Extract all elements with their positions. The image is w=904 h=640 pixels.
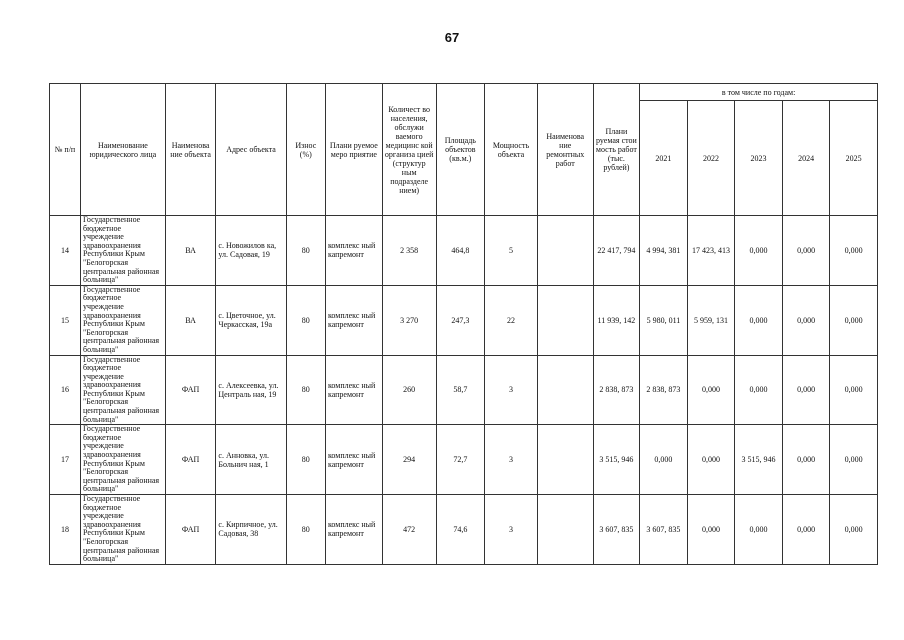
cell-people: 260: [382, 355, 436, 425]
cell-capacity: 5: [485, 216, 538, 286]
cell-cost: 11 939, 142: [593, 285, 640, 355]
cell-address: с. Новожилов ка, ул. Садовая, 19: [216, 216, 286, 286]
cell-year: 0,000: [735, 355, 783, 425]
cell-area: 72,7: [436, 425, 485, 495]
cell-wear: 80: [286, 355, 325, 425]
cell-num: 16: [50, 355, 81, 425]
header-cost: Плани руемая стои мость работ (тыс. рублей): [593, 84, 640, 216]
table-row: [50, 216, 878, 286]
cell-year: 0,000: [830, 355, 878, 425]
cell-measure: комплекс ный капремонт: [325, 355, 382, 425]
cell-year: 4 994, 381: [640, 216, 688, 286]
cell-year: 2 838, 873: [640, 355, 688, 425]
table-row: [50, 425, 878, 495]
cell-cost: 3 607, 835: [593, 495, 640, 565]
repair-plan-table: [49, 83, 878, 565]
cell-year: 0,000: [735, 216, 783, 286]
header-num: № п/п: [50, 84, 81, 216]
cell-people: 294: [382, 425, 436, 495]
header-address: Адрес объекта: [216, 84, 286, 216]
cell-address: с. Анновка, ул. Больнич ная, 1: [216, 425, 286, 495]
cell-capacity: 3: [485, 355, 538, 425]
cell-year: 0,000: [640, 425, 688, 495]
page-number: 67: [444, 30, 460, 45]
cell-measure: комплекс ный капремонт: [325, 216, 382, 286]
cell-address: с. Цветочное, ул. Черкасская, 19а: [216, 285, 286, 355]
header-year: 2024: [782, 101, 830, 216]
cell-year: 0,000: [687, 425, 735, 495]
cell-measure: комплекс ный капремонт: [325, 285, 382, 355]
cell-area: 74,6: [436, 495, 485, 565]
cell-year: 0,000: [687, 355, 735, 425]
header-works-name: Наименова ние ремонтных работ: [537, 84, 593, 216]
cell-cost: 22 417, 794: [593, 216, 640, 286]
header-measure: Плани руемое меро приятие: [325, 84, 382, 216]
cell-address: с. Кирпичное, ул. Садовая, 38: [216, 495, 286, 565]
cell-org: Государственное бюджетное учреждение здравоохранения Республики Крым "Белогорская центральная районная больница": [81, 216, 166, 286]
cell-area: 58,7: [436, 355, 485, 425]
cell-obj-name: ФАП: [165, 355, 216, 425]
cell-works-name: [537, 285, 593, 355]
table-row: [50, 285, 878, 355]
cell-measure: комплекс ный капремонт: [325, 495, 382, 565]
table-row: [50, 355, 878, 425]
cell-year: 5 980, 011: [640, 285, 688, 355]
table-row: [50, 495, 878, 565]
cell-year: 0,000: [687, 495, 735, 565]
cell-address: с. Алексеевка, ул. Централь ная, 19: [216, 355, 286, 425]
cell-works-name: [537, 495, 593, 565]
cell-year: 0,000: [782, 495, 830, 565]
cell-num: 18: [50, 495, 81, 565]
cell-org: Государственное бюджетное учреждение здравоохранения Республики Крым "Белогорская центральная районная больница": [81, 425, 166, 495]
header-capacity: Мощность объекта: [485, 84, 538, 216]
cell-year: 0,000: [830, 285, 878, 355]
cell-capacity: 3: [485, 425, 538, 495]
cell-year: 0,000: [735, 285, 783, 355]
header-years-group: в том числе по годам:: [640, 84, 878, 101]
cell-org: Государственное бюджетное учреждение здравоохранения Республики Крым "Белогорская центральная районная больница": [81, 355, 166, 425]
cell-capacity: 3: [485, 495, 538, 565]
header-area: Площадь объектов (кв.м.): [436, 84, 485, 216]
header-people: Количест во населения, обслужи ваемого медицинс кой организа цией (структур ным подразделе нием): [382, 84, 436, 216]
cell-area: 464,8: [436, 216, 485, 286]
cell-measure: комплекс ный капремонт: [325, 425, 382, 495]
header-year: 2025: [830, 101, 878, 216]
header-org: Наименование юридического лица: [81, 84, 166, 216]
cell-obj-name: ВА: [165, 285, 216, 355]
header-row: [50, 84, 878, 101]
cell-wear: 80: [286, 495, 325, 565]
cell-year: 0,000: [830, 216, 878, 286]
header-wear: Износ (%): [286, 84, 325, 216]
cell-org: Государственное бюджетное учреждение здравоохранения Республики Крым "Белогорская центральная районная больница": [81, 285, 166, 355]
cell-year: 0,000: [830, 495, 878, 565]
cell-people: 3 270: [382, 285, 436, 355]
cell-num: 17: [50, 425, 81, 495]
cell-wear: 80: [286, 425, 325, 495]
cell-org: Государственное бюджетное учреждение здравоохранения Республики Крым "Белогорская центральная районная больница": [81, 495, 166, 565]
cell-year: 3 607, 835: [640, 495, 688, 565]
header-obj-name: Наименова ние объекта: [165, 84, 216, 216]
cell-year: 0,000: [830, 425, 878, 495]
cell-capacity: 22: [485, 285, 538, 355]
cell-wear: 80: [286, 216, 325, 286]
header-year: 2023: [735, 101, 783, 216]
cell-people: 2 358: [382, 216, 436, 286]
cell-cost: 2 838, 873: [593, 355, 640, 425]
cell-num: 15: [50, 285, 81, 355]
cell-works-name: [537, 425, 593, 495]
cell-num: 14: [50, 216, 81, 286]
cell-obj-name: ВА: [165, 216, 216, 286]
cell-year: 0,000: [782, 425, 830, 495]
cell-people: 472: [382, 495, 436, 565]
cell-year: 3 515, 946: [735, 425, 783, 495]
header-year: 2021: [640, 101, 688, 216]
header-year: 2022: [687, 101, 735, 216]
cell-wear: 80: [286, 285, 325, 355]
cell-year: 0,000: [782, 285, 830, 355]
cell-obj-name: ФАП: [165, 425, 216, 495]
cell-year: 0,000: [782, 216, 830, 286]
cell-year: 0,000: [782, 355, 830, 425]
cell-year: 0,000: [735, 495, 783, 565]
cell-area: 247,3: [436, 285, 485, 355]
cell-year: 17 423, 413: [687, 216, 735, 286]
cell-year: 5 959, 131: [687, 285, 735, 355]
cell-works-name: [537, 216, 593, 286]
cell-works-name: [537, 355, 593, 425]
cell-obj-name: ФАП: [165, 495, 216, 565]
cell-cost: 3 515, 946: [593, 425, 640, 495]
